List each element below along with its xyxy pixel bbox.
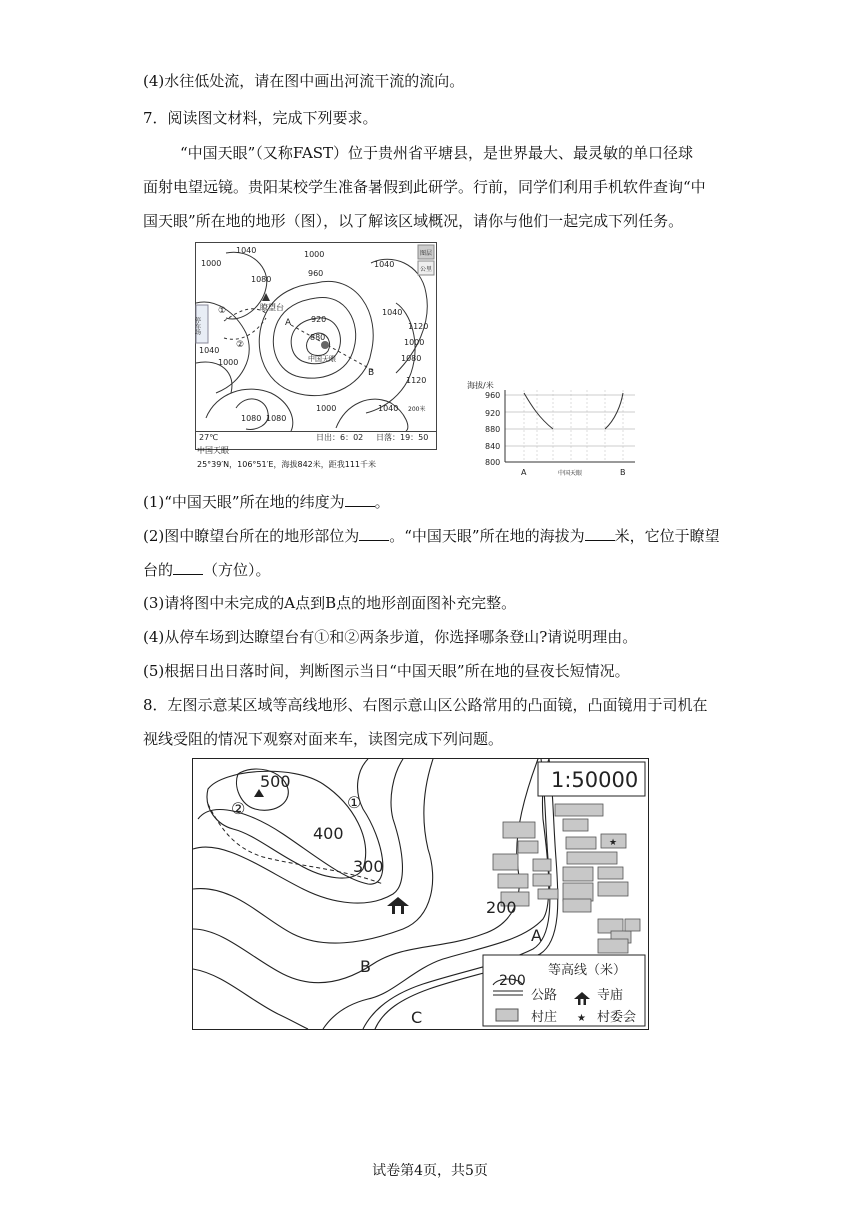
answer-blank[interactable] [345, 490, 375, 507]
contour-label: 1040 [374, 260, 395, 269]
profile-ytick: 800 [485, 458, 501, 467]
contour-label: 1040 [378, 404, 399, 413]
location-coords: 25°39′N，106°51′E，海拔842米，距我111千米 [197, 460, 377, 469]
contour-label: 920 [311, 315, 327, 324]
location-info-panel [196, 431, 436, 450]
contour-label: 1040 [382, 308, 403, 317]
q7-paragraph-line1: “中国天眼”（又称FAST）位于贵州省平塘县，是世界最大、最灵敏的单口径球 [180, 144, 694, 162]
legend-temple-label: 寺庙 [597, 988, 624, 1003]
contour-label: 1040 [199, 346, 220, 355]
point-a-label: A [285, 318, 292, 328]
location-name: 中国天眼 [197, 446, 229, 455]
profile-xtick: A [521, 468, 527, 477]
contour-label: 1000 [404, 338, 425, 347]
profile-ytick: 960 [485, 391, 501, 400]
q7-item-5: (5)根据日出日落时间，判断图示当日“中国天眼”所在地的昼夜长短情况。 [143, 662, 630, 680]
contour-label: 1120 [406, 376, 427, 385]
trail-2-label: ② [236, 340, 245, 350]
contour-500-label: 500 [260, 772, 291, 791]
q8-line2: 视线受阻的情况下观察对面来车，读图完成下列问题。 [143, 730, 504, 748]
weather-text: 27℃ [199, 433, 219, 442]
profile-ylabel: 海拔/米 [467, 381, 494, 390]
q7-item-2-line2: 台的 （方位）。 [143, 558, 271, 581]
sunrise-text: 日出：6：02 [316, 433, 364, 442]
q7-item-1: (1)“中国天眼”所在地的纬度为 。 [143, 490, 390, 513]
answer-blank[interactable] [173, 558, 203, 575]
village-contour-map [192, 758, 649, 1030]
q7-item-2-line1: (2)图中瞭望台所在的地形部位为 。“中国天眼”所在地的海拔为 米，它位于瞭望 [143, 524, 720, 547]
committee-star-icon: ★ [577, 1013, 586, 1024]
legend-contour-label: 等高线（米） [548, 963, 627, 978]
tower-label: 瞭望台 [260, 303, 284, 312]
legend-committee-label: 村委会 [597, 1010, 637, 1025]
contour-label: 960 [308, 269, 324, 278]
contour-label: 1000 [201, 259, 222, 268]
answer-blank[interactable] [585, 524, 615, 541]
fast-label: 中国天眼 [308, 355, 336, 363]
page-footer: 试卷第4页，共5页 [372, 1163, 488, 1179]
profile-ytick: 920 [485, 409, 501, 418]
q8-line1: 8．左图示意某区域等高线地形、右图示意山区公路常用的凸面镜，凸面镜用于司机在 [143, 696, 708, 714]
legend-village-label: 村庄 [531, 1010, 558, 1025]
contour-300-label: 300 [353, 857, 384, 876]
profile-xtick: B [620, 468, 626, 477]
point-b-label: B [360, 957, 371, 976]
contour-label: 1080 [266, 414, 287, 423]
contour-label: 1040 [236, 246, 257, 255]
point-2-label: ② [231, 799, 246, 818]
profile-ytick: 840 [485, 442, 501, 451]
contour-400-label: 400 [313, 824, 344, 843]
answer-blank[interactable] [359, 524, 389, 541]
terrain-profile-chart [465, 380, 640, 480]
profile-ytick: 880 [485, 425, 501, 434]
profile-xtick: 中国天眼 [558, 470, 583, 477]
point-c-label: C [411, 1008, 423, 1027]
committee-star-icon: ★ [609, 838, 618, 848]
fast-contour-svg [193, 243, 436, 431]
map-scale-label: 1:50000 [551, 768, 639, 792]
q7-item-4: (4)从停车场到达瞭望台有①和②两条步道，你选择哪条登山?请说明理由。 [143, 628, 638, 646]
contour-label: 1080 [241, 414, 262, 423]
legend-road-label: 公路 [531, 988, 558, 1003]
q7-title: 7．阅读图文材料，完成下列要求。 [143, 109, 378, 127]
parking-label: 停车场 [193, 317, 201, 335]
q7-paragraph-line2: 面射电望远镜。贵阳某校学生准备暑假到此研学。行前，同学们利用手机软件查询“中 [143, 178, 706, 196]
q6-item-4: (4)水往低处流，请在图中画出河流干流的流向。 [143, 72, 465, 90]
village-contour-svg [193, 759, 648, 1029]
fast-contour-map [195, 242, 437, 450]
legend-contour-sample: 200 [499, 973, 526, 989]
contour-200-label: 200 [486, 898, 517, 917]
sidebar-layer[interactable]: 图层 [420, 250, 433, 257]
sunset-text: 日落：19：50 [376, 433, 429, 442]
contour-label: 1000 [304, 250, 325, 259]
contour-label: 880 [310, 333, 326, 342]
contour-label: 1120 [408, 322, 429, 331]
point-1-label: ① [347, 793, 362, 812]
point-b-label: B [368, 368, 375, 378]
sidebar-km[interactable]: 公里 [420, 266, 433, 273]
q7-paragraph-line3: 国天眼”所在地的地形（图），以了解该区域概况，请你与他们一起完成下列任务。 [143, 212, 684, 230]
point-a-label: A [531, 926, 542, 945]
contour-label: 1080 [251, 275, 272, 284]
trail-1-label: ① [218, 306, 227, 316]
contour-label: 1080 [401, 354, 422, 363]
q7-item-3: (3)请将图中未完成的A点到B点的地形剖面图补充完整。 [143, 594, 517, 612]
contour-label: 1000 [316, 404, 337, 413]
contour-label: 1000 [218, 358, 239, 367]
scale-label: 200米 [408, 406, 426, 413]
